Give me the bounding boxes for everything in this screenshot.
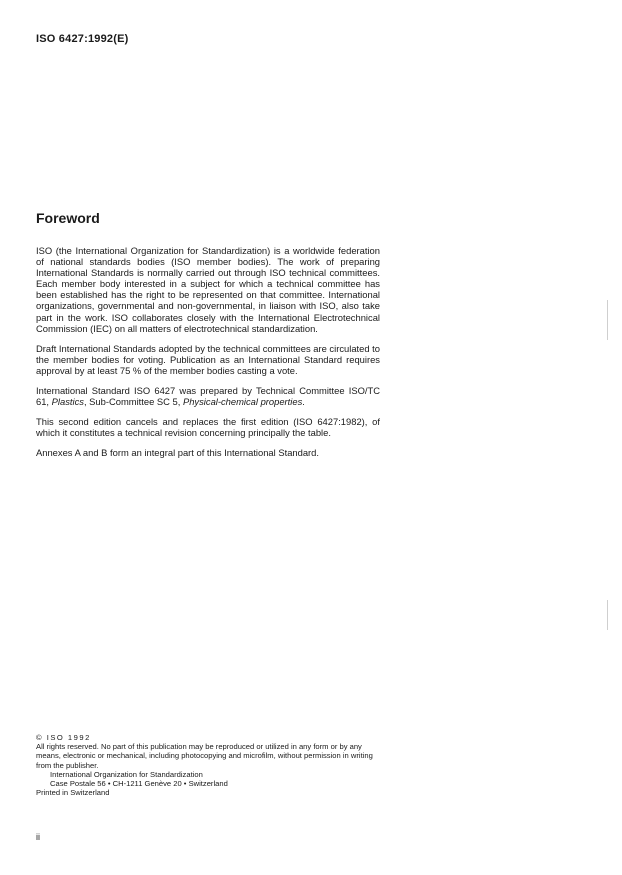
paragraph-3-text-end: .: [302, 396, 305, 408]
document-id-header: ISO 6427:1992(E): [36, 33, 129, 45]
copyright-notice: © ISO 1992: [36, 733, 91, 742]
copyright-block: [36, 733, 382, 797]
organization-name: International Organization for Standardization: [50, 769, 203, 779]
scan-edge-mark: [607, 600, 608, 630]
committee-name-plastics: Plastics: [51, 396, 84, 408]
foreword-body: [36, 245, 380, 468]
paragraph-3-text-middle: , Sub-Committee SC 5,: [83, 396, 183, 408]
page-number: ii: [36, 832, 40, 842]
foreword-paragraph-2: Draft International Standards adopted by the technical committees are circulated to the member bodies for voting. Publication as an International Standard requires approval by at least 75 % of the member bodies casting a vote.: [36, 342, 380, 376]
subcommittee-name: Physical-chemical properties: [182, 396, 303, 408]
foreword-paragraph-3: [36, 385, 380, 407]
printed-location: Printed in Switzerland: [36, 788, 110, 798]
organization-address: Case Postale 56 • CH-1211 Genève 20 • Switzerland: [50, 779, 228, 789]
foreword-paragraph-1: ISO (the International Organization for Standardization) is a worldwide federation of national standards bodies (ISO member bodies). The work of preparing International Standards is normally carried out through ISO technical committees. Each member body interested in a subject for which a technical committee has been established has the right to be represented on that committee. International organizations, governmental and non-governmental, in liaison with ISO, also take part in the work. ISO collaborates closely with the International Electrotechnical Commission (IEC) on all matters of electrotechnical standardization.: [36, 245, 380, 334]
foreword-heading: Foreword: [36, 210, 100, 226]
foreword-paragraph-5: Annexes A and B form an integral part of this International Standard.: [36, 447, 319, 459]
scan-edge-mark: [607, 300, 608, 340]
paragraph-3-text-start: International Standard ISO 6427 was prepared by Technical Committee ISO/TC 61,: [36, 385, 380, 408]
foreword-paragraph-4: This second edition cancels and replaces the first edition (ISO 6427:1982), of which it constitutes a technical revision concerning principally the table.: [36, 416, 380, 439]
rights-statement: All rights reserved. No part of this publication may be reproduced or utilized in any form or by any means, electronic or mechanical, including photocopying and microfilm, without permission in writing from the publisher.: [36, 742, 373, 770]
